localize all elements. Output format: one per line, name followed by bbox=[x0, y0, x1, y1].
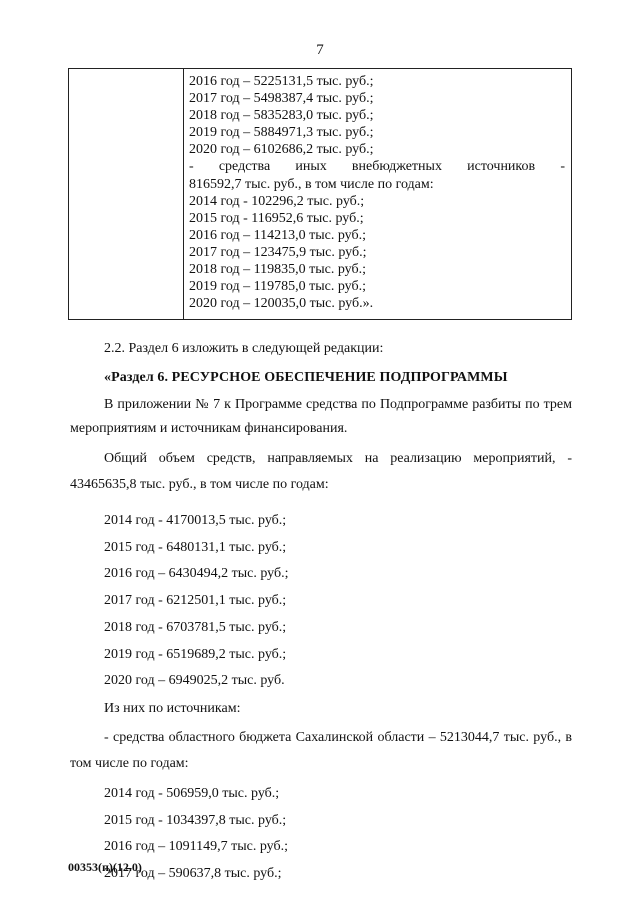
table-line: 2015 год - 116952,6 тыс. руб.; bbox=[189, 210, 364, 226]
table-line: 2020 год – 120035,0 тыс. руб.». bbox=[189, 296, 374, 312]
list-item: 2017 год - 6212501,1 тыс. руб.; bbox=[104, 593, 287, 609]
document-body bbox=[70, 337, 572, 888]
list-item: 2019 год - 6519689,2 тыс. руб.; bbox=[104, 646, 287, 662]
table-word: источников bbox=[467, 159, 536, 175]
document-code: 00353(п)(12.0) bbox=[68, 860, 142, 874]
list-item: 2015 год - 6480131,1 тыс. руб.; bbox=[104, 539, 287, 555]
table-line: 2019 год – 5884971,3 тыс. руб.; bbox=[189, 125, 374, 141]
list-item: 2014 год - 506959,0 тыс. руб.; bbox=[104, 785, 280, 801]
table-line: 2014 год - 102296,2 тыс. руб.; bbox=[189, 193, 365, 209]
table-word: иных bbox=[295, 159, 327, 175]
table-line: 2018 год – 119835,0 тыс. руб.; bbox=[189, 262, 366, 278]
list-item: 2016 год – 6430494,2 тыс. руб.; bbox=[104, 566, 289, 582]
table-empty-cell bbox=[69, 69, 184, 319]
table-word: - bbox=[189, 159, 194, 175]
funding-table bbox=[68, 68, 572, 320]
list-item: 2014 год - 4170013,5 тыс. руб.; bbox=[104, 513, 287, 528]
section-intro: 2.2. Раздел 6 изложить в следующей редакции: bbox=[104, 341, 384, 356]
table-word: средства bbox=[218, 159, 271, 175]
table-line: 2017 год – 123475,9 тыс. руб.; bbox=[189, 244, 367, 260]
regional-list bbox=[70, 781, 572, 888]
totals-list bbox=[70, 508, 572, 695]
table-line: 2016 год – 114213,0 тыс. руб.; bbox=[189, 227, 366, 243]
table-word: - bbox=[560, 159, 565, 175]
sources-intro: Из них по источникам: bbox=[104, 700, 241, 716]
table-line: 2019 год – 119785,0 тыс. руб.; bbox=[189, 279, 366, 295]
list-item: 2017 год – 590637,8 тыс. руб.; bbox=[104, 866, 282, 882]
list-item: 2016 год – 1091149,7 тыс. руб.; bbox=[104, 839, 288, 855]
page-number: 7 bbox=[316, 42, 324, 58]
list-item: 2015 год - 1034397,8 тыс. руб.; bbox=[104, 812, 287, 828]
table-line: 2020 год – 6102686,2 тыс. руб.; bbox=[189, 142, 374, 158]
paragraph-total-volume: Общий объем средств, направляемых на реализацию мероприятий, - 43465635,8 тыс. руб., в том числе по годам: bbox=[70, 451, 572, 492]
table-justified-line bbox=[189, 158, 565, 175]
table-word: внебюджетных bbox=[351, 159, 442, 175]
list-item: 2018 год - 6703781,5 тыс. руб.; bbox=[104, 619, 287, 635]
table-line: 2017 год – 5498387,4 тыс. руб.; bbox=[189, 91, 374, 107]
section-heading: «Раздел 6. РЕСУРСНОЕ ОБЕСПЕЧЕНИЕ ПОДПРОГРАММЫ bbox=[104, 370, 508, 385]
table-line: 816592,7 тыс. руб., в том числе по годам: bbox=[189, 176, 434, 192]
list-item: 2020 год – 6949025,2 тыс. руб. bbox=[104, 673, 285, 689]
regional-budget-paragraph: - средства областного бюджета Сахалинской области – 5213044,7 тыс. руб., в том числе по годам: bbox=[70, 729, 572, 771]
table-line: 2018 год – 5835283,0 тыс. руб.; bbox=[189, 108, 374, 124]
paragraph-distribution: В приложении № 7 к Программе средства по Подпрограмме разбиты по трем мероприятиям и источникам финансирования. bbox=[70, 397, 572, 436]
table-line: 2016 год – 5225131,5 тыс. руб.; bbox=[189, 74, 374, 89]
table-content-cell bbox=[184, 69, 571, 319]
